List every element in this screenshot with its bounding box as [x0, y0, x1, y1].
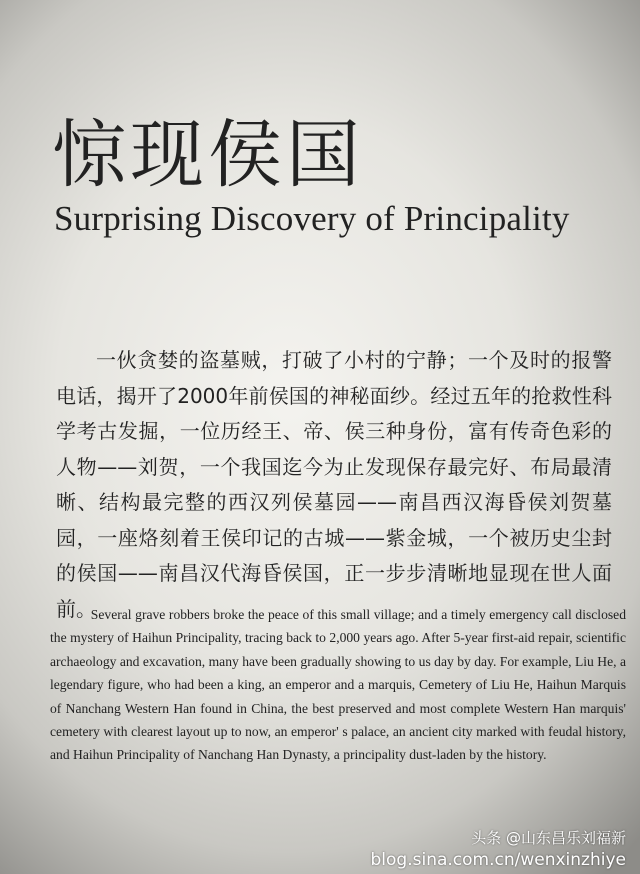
body-text-english: Several grave robbers broke the peace of this small village; and a timely emergency call disclosed the mystery of Haihun Principality, tracing back to 2,000 years ago. After 5-year first-aid repair, scientific archaeology and excavation, many have been gradually showing to us day by day. For example, Liu He, a legendary figure, who had been a king, an emperor and a marquis, Cemetery of Liu He, Haihun Marquis of Nanchang Western Han found in China, the best preserved and most complete Western Han marquis' cemetery with clearest layout up to now, an emperor' s palace, an ancient city marked with feudal history, and Haihun Principality of Nanchang Han Dynasty, a principality dust-laden by the history.	[50, 607, 626, 763]
body-text-chinese: 一伙贪婪的盗墓贼，打破了小村的宁静；一个及时的报警电话，揭开了2000年前侯国的神秘面纱。经过五年的抢救性科学考古发掘，一位历经王、帝、侯三种身份，富有传奇色彩的人物——刘贺，一个我国迄今为止发现保存最完好、布局最清晰、结构最完整的西汉列侯墓园——南昌西汉海昏侯刘贺墓园，一座烙刻着王侯印记的古城——紫金城，一个被历史尘封的侯国——南昌汉代海昏侯国，正一步步清晰地显现在世人面前。	[56, 348, 612, 621]
watermark-handle: 头条 @山东昌乐刘福新	[471, 829, 626, 847]
watermark-url: blog.sina.com.cn/wenxinzhiye	[370, 850, 626, 870]
title-english: Surprising Discovery of Principality	[54, 199, 570, 238]
title-chinese: 惊现侯国	[52, 112, 364, 198]
